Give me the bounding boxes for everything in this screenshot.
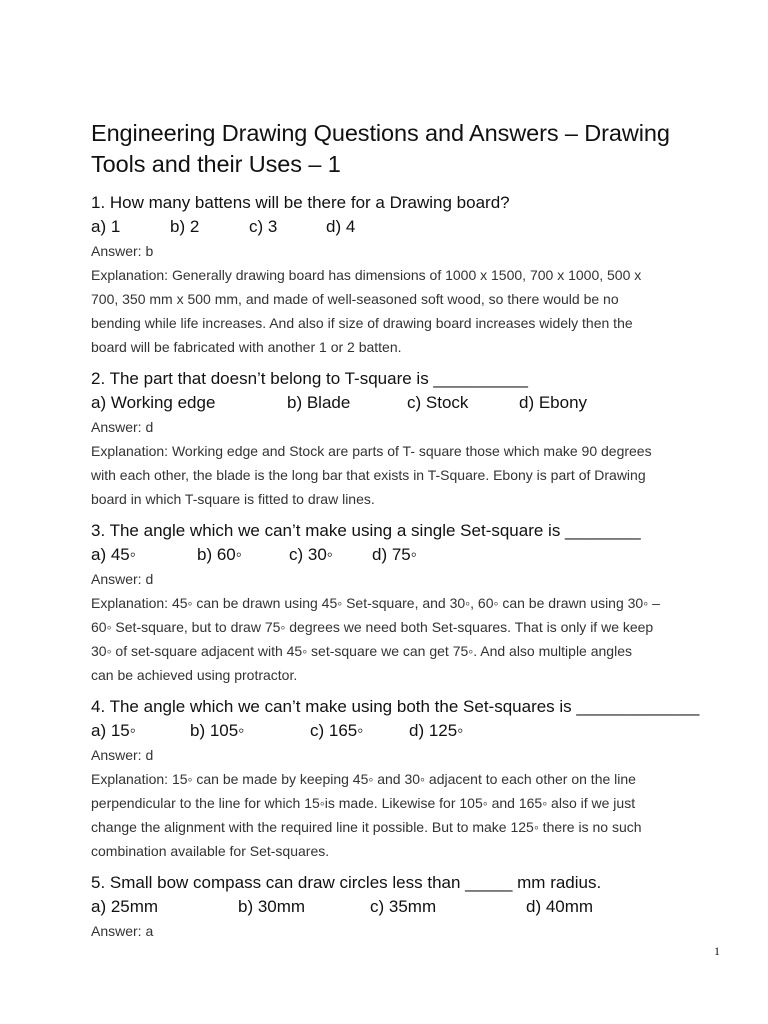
question-4	[91, 695, 731, 863]
question-5	[91, 871, 731, 943]
explanation	[91, 263, 726, 359]
options-row	[91, 543, 731, 567]
option-d: d) Ebony	[519, 393, 588, 412]
explanation-line: board in which T-square is fitted to draw lines.	[91, 491, 375, 507]
answer-text: Answer: d	[91, 419, 154, 435]
explanation-line: Explanation: 45◦ can be drawn using 45◦ Set-square, and 30◦, 60◦ can be drawn using 30◦ –	[91, 595, 660, 611]
explanation-line: Explanation: Working edge and Stock are parts of T- square those which make 90 degrees	[91, 443, 652, 459]
explanation-line: with each other, the blade is the long bar that exists in T-Square. Ebony is part of Drawing	[91, 467, 646, 483]
question-3	[91, 519, 731, 687]
explanation-line: can be achieved using protractor.	[91, 667, 298, 683]
options-row	[91, 215, 731, 239]
question-text: 2. The part that doesn’t belong to T-square is __________	[91, 369, 528, 388]
page-number: 1	[714, 944, 720, 958]
question-text: 5. Small bow compass can draw circles less than _____ mm radius.	[91, 873, 602, 892]
question-text: 4. The angle which we can’t make using both the Set-squares is _____________	[91, 697, 700, 716]
explanation-line: 700, 350 mm x 500 mm, and made of well-seasoned soft wood, so there would be no	[91, 291, 619, 307]
explanation	[91, 767, 726, 863]
answer-text: Answer: a	[91, 923, 154, 939]
question-1	[91, 191, 731, 359]
option-d: d) 125◦	[409, 721, 464, 740]
question-text: 3. The angle which we can’t make using a single Set-square is ________	[91, 521, 641, 540]
explanation-line: bending while life increases. And also if size of drawing board increases widely then the	[91, 315, 633, 331]
options-row	[91, 391, 731, 415]
explanation-line: Explanation: Generally drawing board has dimensions of 1000 x 1500, 700 x 1000, 500 x	[91, 267, 642, 283]
document-title	[91, 118, 731, 180]
title-line-1: Engineering Drawing Questions and Answers – Drawing	[91, 120, 670, 146]
answer-text: Answer: b	[91, 243, 154, 259]
question-2	[91, 367, 731, 511]
explanation	[91, 591, 726, 687]
option-d: d) 4	[326, 217, 356, 236]
explanation-line: perpendicular to the line for which 15◦is made. Likewise for 105◦ and 165◦ also if we just	[91, 795, 636, 811]
answer-text: Answer: d	[91, 571, 154, 587]
explanation	[91, 439, 726, 511]
option-b: b) 30mm	[238, 897, 306, 916]
option-c: c) 30◦	[289, 545, 333, 564]
option-a: a) 1	[91, 217, 121, 236]
option-a: a) 25mm	[91, 897, 159, 916]
option-d: d) 75◦	[372, 545, 417, 564]
option-b: b) 2	[170, 217, 200, 236]
option-b: b) 105◦	[190, 721, 245, 740]
explanation-line: change the alignment with the required line it possible. But to make 125◦ there is no such	[91, 819, 642, 835]
explanation-line: 30◦ of set-square adjacent with 45◦ set-square we can get 75◦. And also multiple angles	[91, 643, 632, 659]
option-b: b) 60◦	[197, 545, 242, 564]
question-text: 1. How many battens will be there for a Drawing board?	[91, 193, 510, 212]
option-d: d) 40mm	[526, 897, 594, 916]
option-c: c) 3	[249, 217, 278, 236]
explanation-line: Explanation: 15◦ can be made by keeping 45◦ and 30◦ adjacent to each other on the line	[91, 771, 636, 787]
options-row	[91, 719, 731, 743]
answer-text: Answer: d	[91, 747, 154, 763]
explanation-line: combination available for Set-squares.	[91, 843, 330, 859]
option-c: c) 35mm	[370, 897, 437, 916]
document-page	[91, 118, 731, 943]
option-b: b) Blade	[287, 393, 351, 412]
title-line-2: Tools and their Uses – 1	[91, 151, 341, 177]
option-c: c) Stock	[407, 393, 469, 412]
option-a: a) Working edge	[91, 393, 216, 412]
option-c: c) 165◦	[310, 721, 364, 740]
options-row	[91, 895, 731, 919]
explanation-line: board will be fabricated with another 1 or 2 batten.	[91, 339, 402, 355]
option-a: a) 45◦	[91, 545, 136, 564]
explanation-line: 60◦ Set-square, but to draw 75◦ degrees we need both Set-squares. That is only if we keep	[91, 619, 654, 635]
option-a: a) 15◦	[91, 721, 136, 740]
